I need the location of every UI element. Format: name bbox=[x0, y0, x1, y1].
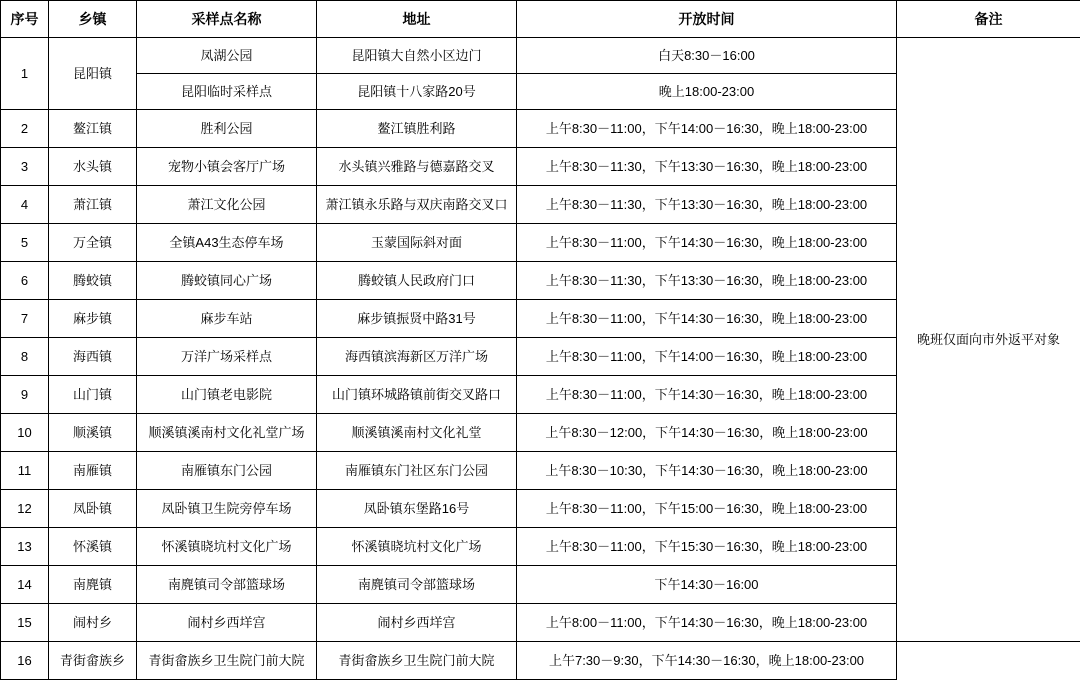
cell-town: 山门镇 bbox=[49, 376, 137, 414]
cell-hours: 上午8:30－11:30，下午13:30－16:30，晚上18:00-23:00 bbox=[517, 262, 897, 300]
header-address: 地址 bbox=[317, 1, 517, 38]
cell-hours: 上午8:30－12:00，下午14:30－16:30，晚上18:00-23:00 bbox=[517, 414, 897, 452]
header-remark: 备注 bbox=[897, 1, 1080, 38]
cell-hours: 上午8:30－11:00，下午14:30－16:30，晚上18:00-23:00 bbox=[517, 300, 897, 338]
cell-index: 4 bbox=[1, 186, 49, 224]
header-opening-hours: 开放时间 bbox=[517, 1, 897, 38]
cell-address: 顺溪镇溪南村文化礼堂 bbox=[317, 414, 517, 452]
cell-site: 凤卧镇卫生院旁停车场 bbox=[137, 490, 317, 528]
cell-address: 昆阳镇十八家路20号 bbox=[317, 74, 517, 110]
cell-address: 凤卧镇东堡路16号 bbox=[317, 490, 517, 528]
header-site-name: 采样点名称 bbox=[137, 1, 317, 38]
cell-hours: 上午8:30－11:30，下午13:30－16:30，晚上18:00-23:00 bbox=[517, 186, 897, 224]
cell-site: 全镇A43生态停车场 bbox=[137, 224, 317, 262]
cell-hours: 上午8:30－10:30，下午14:30－16:30，晚上18:00-23:00 bbox=[517, 452, 897, 490]
cell-site: 南麂镇司令部篮球场 bbox=[137, 566, 317, 604]
cell-town: 南雁镇 bbox=[49, 452, 137, 490]
cell-site: 山门镇老电影院 bbox=[137, 376, 317, 414]
table-header bbox=[1, 1, 1080, 38]
cell-index: 2 bbox=[1, 110, 49, 148]
cell-index: 6 bbox=[1, 262, 49, 300]
cell-address: 腾蛟镇人民政府门口 bbox=[317, 262, 517, 300]
cell-site: 宠物小镇会客厅广场 bbox=[137, 148, 317, 186]
cell-address: 水头镇兴雅路与德嘉路交叉 bbox=[317, 148, 517, 186]
cell-site: 顺溪镇溪南村文化礼堂广场 bbox=[137, 414, 317, 452]
cell-town: 南麂镇 bbox=[49, 566, 137, 604]
table-row bbox=[1, 642, 1080, 680]
cell-hours: 上午8:30－11:00，下午14:30－16:30，晚上18:00-23:00 bbox=[517, 224, 897, 262]
cell-town: 昆阳镇 bbox=[49, 38, 137, 110]
cell-remark: 晚班仅面向市外返平对象 bbox=[897, 38, 1080, 642]
cell-hours: 上午8:30－11:00，下午15:30－16:30，晚上18:00-23:00 bbox=[517, 528, 897, 566]
cell-town: 闹村乡 bbox=[49, 604, 137, 642]
cell-address: 麻步镇振贤中路31号 bbox=[317, 300, 517, 338]
cell-town: 凤卧镇 bbox=[49, 490, 137, 528]
cell-site: 万洋广场采样点 bbox=[137, 338, 317, 376]
header-row bbox=[1, 1, 1080, 38]
cell-site: 昆阳临时采样点 bbox=[137, 74, 317, 110]
cell-address: 玉蒙国际斜对面 bbox=[317, 224, 517, 262]
cell-site: 青街畲族乡卫生院门前大院 bbox=[137, 642, 317, 680]
cell-index: 16 bbox=[1, 642, 49, 680]
cell-address: 南雁镇东门社区东门公园 bbox=[317, 452, 517, 490]
cell-town: 麻步镇 bbox=[49, 300, 137, 338]
cell-index: 14 bbox=[1, 566, 49, 604]
cell-town: 怀溪镇 bbox=[49, 528, 137, 566]
cell-hours: 上午8:30－11:00，下午14:00－16:30，晚上18:00-23:00 bbox=[517, 338, 897, 376]
cell-town: 顺溪镇 bbox=[49, 414, 137, 452]
cell-index: 5 bbox=[1, 224, 49, 262]
cell-index: 12 bbox=[1, 490, 49, 528]
cell-address: 山门镇环城路镇前街交叉路口 bbox=[317, 376, 517, 414]
cell-town: 水头镇 bbox=[49, 148, 137, 186]
cell-address: 闹村乡西垟宫 bbox=[317, 604, 517, 642]
cell-site: 怀溪镇晓坑村文化广场 bbox=[137, 528, 317, 566]
cell-address: 昆阳镇大自然小区边门 bbox=[317, 38, 517, 74]
cell-address: 南麂镇司令部篮球场 bbox=[317, 566, 517, 604]
cell-index: 15 bbox=[1, 604, 49, 642]
cell-town: 腾蛟镇 bbox=[49, 262, 137, 300]
table-row bbox=[1, 38, 1080, 74]
cell-index: 8 bbox=[1, 338, 49, 376]
cell-hours: 上午8:30－11:00，下午14:30－16:30，晚上18:00-23:00 bbox=[517, 376, 897, 414]
cell-town: 万全镇 bbox=[49, 224, 137, 262]
cell-address: 萧江镇永乐路与双庆南路交叉口 bbox=[317, 186, 517, 224]
cell-hours: 白天8:30－16:00 bbox=[517, 38, 897, 74]
cell-site: 腾蛟镇同心广场 bbox=[137, 262, 317, 300]
cell-town: 青街畲族乡 bbox=[49, 642, 137, 680]
cell-address: 怀溪镇晓坑村文化广场 bbox=[317, 528, 517, 566]
cell-town: 海西镇 bbox=[49, 338, 137, 376]
cell-index: 11 bbox=[1, 452, 49, 490]
cell-site: 南雁镇东门公园 bbox=[137, 452, 317, 490]
cell-site: 麻步车站 bbox=[137, 300, 317, 338]
cell-index: 7 bbox=[1, 300, 49, 338]
cell-site: 萧江文化公园 bbox=[137, 186, 317, 224]
cell-hours: 下午14:30－16:00 bbox=[517, 566, 897, 604]
cell-hours: 上午7:30－9:30，下午14:30－16:30，晚上18:00-23:00 bbox=[517, 642, 897, 680]
cell-hours: 上午8:00－11:00，下午14:30－16:30，晚上18:00-23:00 bbox=[517, 604, 897, 642]
cell-address: 海西镇滨海新区万洋广场 bbox=[317, 338, 517, 376]
cell-hours: 上午8:30－11:00，下午15:00－16:30，晚上18:00-23:00 bbox=[517, 490, 897, 528]
cell-hours: 上午8:30－11:30，下午13:30－16:30，晚上18:00-23:00 bbox=[517, 148, 897, 186]
cell-hours: 上午8:30－11:00，下午14:00－16:30，晚上18:00-23:00 bbox=[517, 110, 897, 148]
cell-index: 3 bbox=[1, 148, 49, 186]
cell-index: 13 bbox=[1, 528, 49, 566]
cell-site: 闹村乡西垟宫 bbox=[137, 604, 317, 642]
cell-town: 鳌江镇 bbox=[49, 110, 137, 148]
header-town: 乡镇 bbox=[49, 1, 137, 38]
header-index: 序号 bbox=[1, 1, 49, 38]
cell-town: 萧江镇 bbox=[49, 186, 137, 224]
table-body bbox=[1, 38, 1080, 680]
cell-hours: 晚上18:00-23:00 bbox=[517, 74, 897, 110]
cell-address: 青街畲族乡卫生院门前大院 bbox=[317, 642, 517, 680]
cell-site: 胜利公园 bbox=[137, 110, 317, 148]
cell-index: 10 bbox=[1, 414, 49, 452]
cell-address: 鳌江镇胜利路 bbox=[317, 110, 517, 148]
cell-index: 1 bbox=[1, 38, 49, 110]
cell-site: 凤湖公园 bbox=[137, 38, 317, 74]
cell-index: 9 bbox=[1, 376, 49, 414]
